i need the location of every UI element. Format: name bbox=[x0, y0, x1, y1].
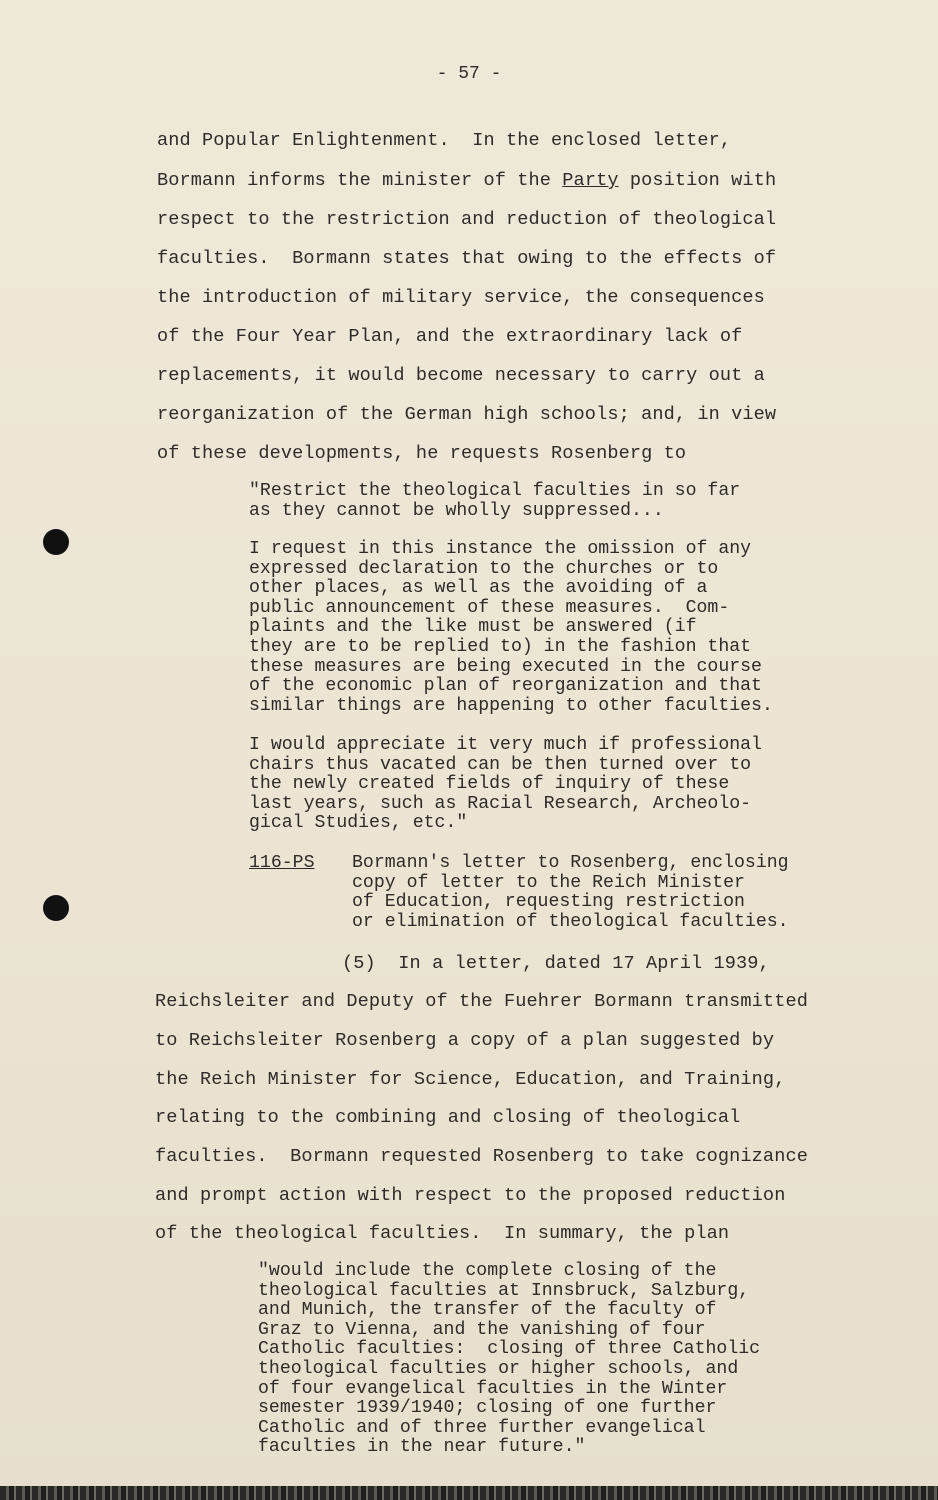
punch-hole-bottom bbox=[43, 895, 69, 921]
paragraph2-line: the Reich Minister for Science, Education, and Training, bbox=[155, 1069, 786, 1090]
paragraph1-line: of the Four Year Plan, and the extraordinary lack of bbox=[157, 326, 743, 347]
punch-hole-top bbox=[43, 529, 69, 555]
paragraph1-line2-tail: position with bbox=[618, 170, 777, 191]
citation-reference: 116-PS bbox=[249, 853, 315, 873]
paragraph1-line: respect to the restriction and reduction of theological bbox=[157, 209, 777, 230]
paragraph2-line: (5) In a letter, dated 17 April 1939, bbox=[342, 953, 770, 974]
citation-text: Bormann's letter to Rosenberg, enclosing copy of letter to the Reich Minister of Education, requesting restriction or elimination of theological faculties. bbox=[352, 853, 789, 932]
paragraph2-line: relating to the combining and closing of theological bbox=[155, 1107, 741, 1128]
page-number: - 57 - bbox=[436, 64, 502, 84]
block-quote-2: I request in this instance the omission of any expressed declaration to the churches or to other places, as well as the avoiding of a public announcement of these measures. Com- plaints and the like must be answered (if they are to be replied to) in the fashion that these measures are being executed in the course of the economic plan of reorganization and that similar things are happening to other faculties. bbox=[249, 539, 773, 716]
paragraph1-line2-head: Bormann informs the minister of the bbox=[157, 170, 563, 191]
paragraph2-line: and prompt action with respect to the proposed reduction bbox=[155, 1185, 786, 1206]
block-quote-4: "would include the complete closing of the theological faculties at Innsbruck, Salzburg, and Munich, the transfer of the faculty of Graz to Vienna, and the vanishing of four Catholic faculties: closing of three Catholic theological faculties or higher schools, and of four evangelical faculties in the Winter semester 1939/1940; closing of one further Catholic and of three further evangelical faculties in the near future." bbox=[258, 1261, 761, 1458]
paragraph1-line: of these developments, he requests Rosenberg to bbox=[157, 443, 687, 464]
block-quote-3: I would appreciate it very much if professional chairs thus vacated can be then turned over to the newly created fields of inquiry of these last years, such as Racial Research, Archeolo- gical Studies, etc." bbox=[249, 735, 762, 834]
scan-edge-strip bbox=[0, 1486, 938, 1500]
paragraph2-line: to Reichsleiter Rosenberg a copy of a plan suggested by bbox=[155, 1030, 775, 1051]
paragraph1-line bbox=[157, 170, 776, 191]
paragraph2-line: of the theological faculties. In summary, the plan bbox=[155, 1223, 730, 1244]
block-quote-1: "Restrict the theological faculties in so far as they cannot be wholly suppressed... bbox=[249, 481, 741, 521]
paragraph1-line: faculties. Bormann states that owing to the effects of bbox=[157, 248, 777, 269]
paragraph1-line: the introduction of military service, the consequences bbox=[157, 287, 765, 308]
paragraph1-line: and Popular Enlightenment. In the enclosed letter, bbox=[157, 130, 732, 151]
paragraph1-line: reorganization of the German high schools; and, in view bbox=[157, 404, 777, 425]
underlined-word-party: Party bbox=[562, 170, 619, 191]
paragraph2-line: faculties. Bormann requested Rosenberg to take cognizance bbox=[155, 1146, 808, 1167]
paragraph1-line: replacements, it would become necessary to carry out a bbox=[157, 365, 765, 386]
paragraph2-line: Reichsleiter and Deputy of the Fuehrer Bormann transmitted bbox=[155, 991, 808, 1012]
